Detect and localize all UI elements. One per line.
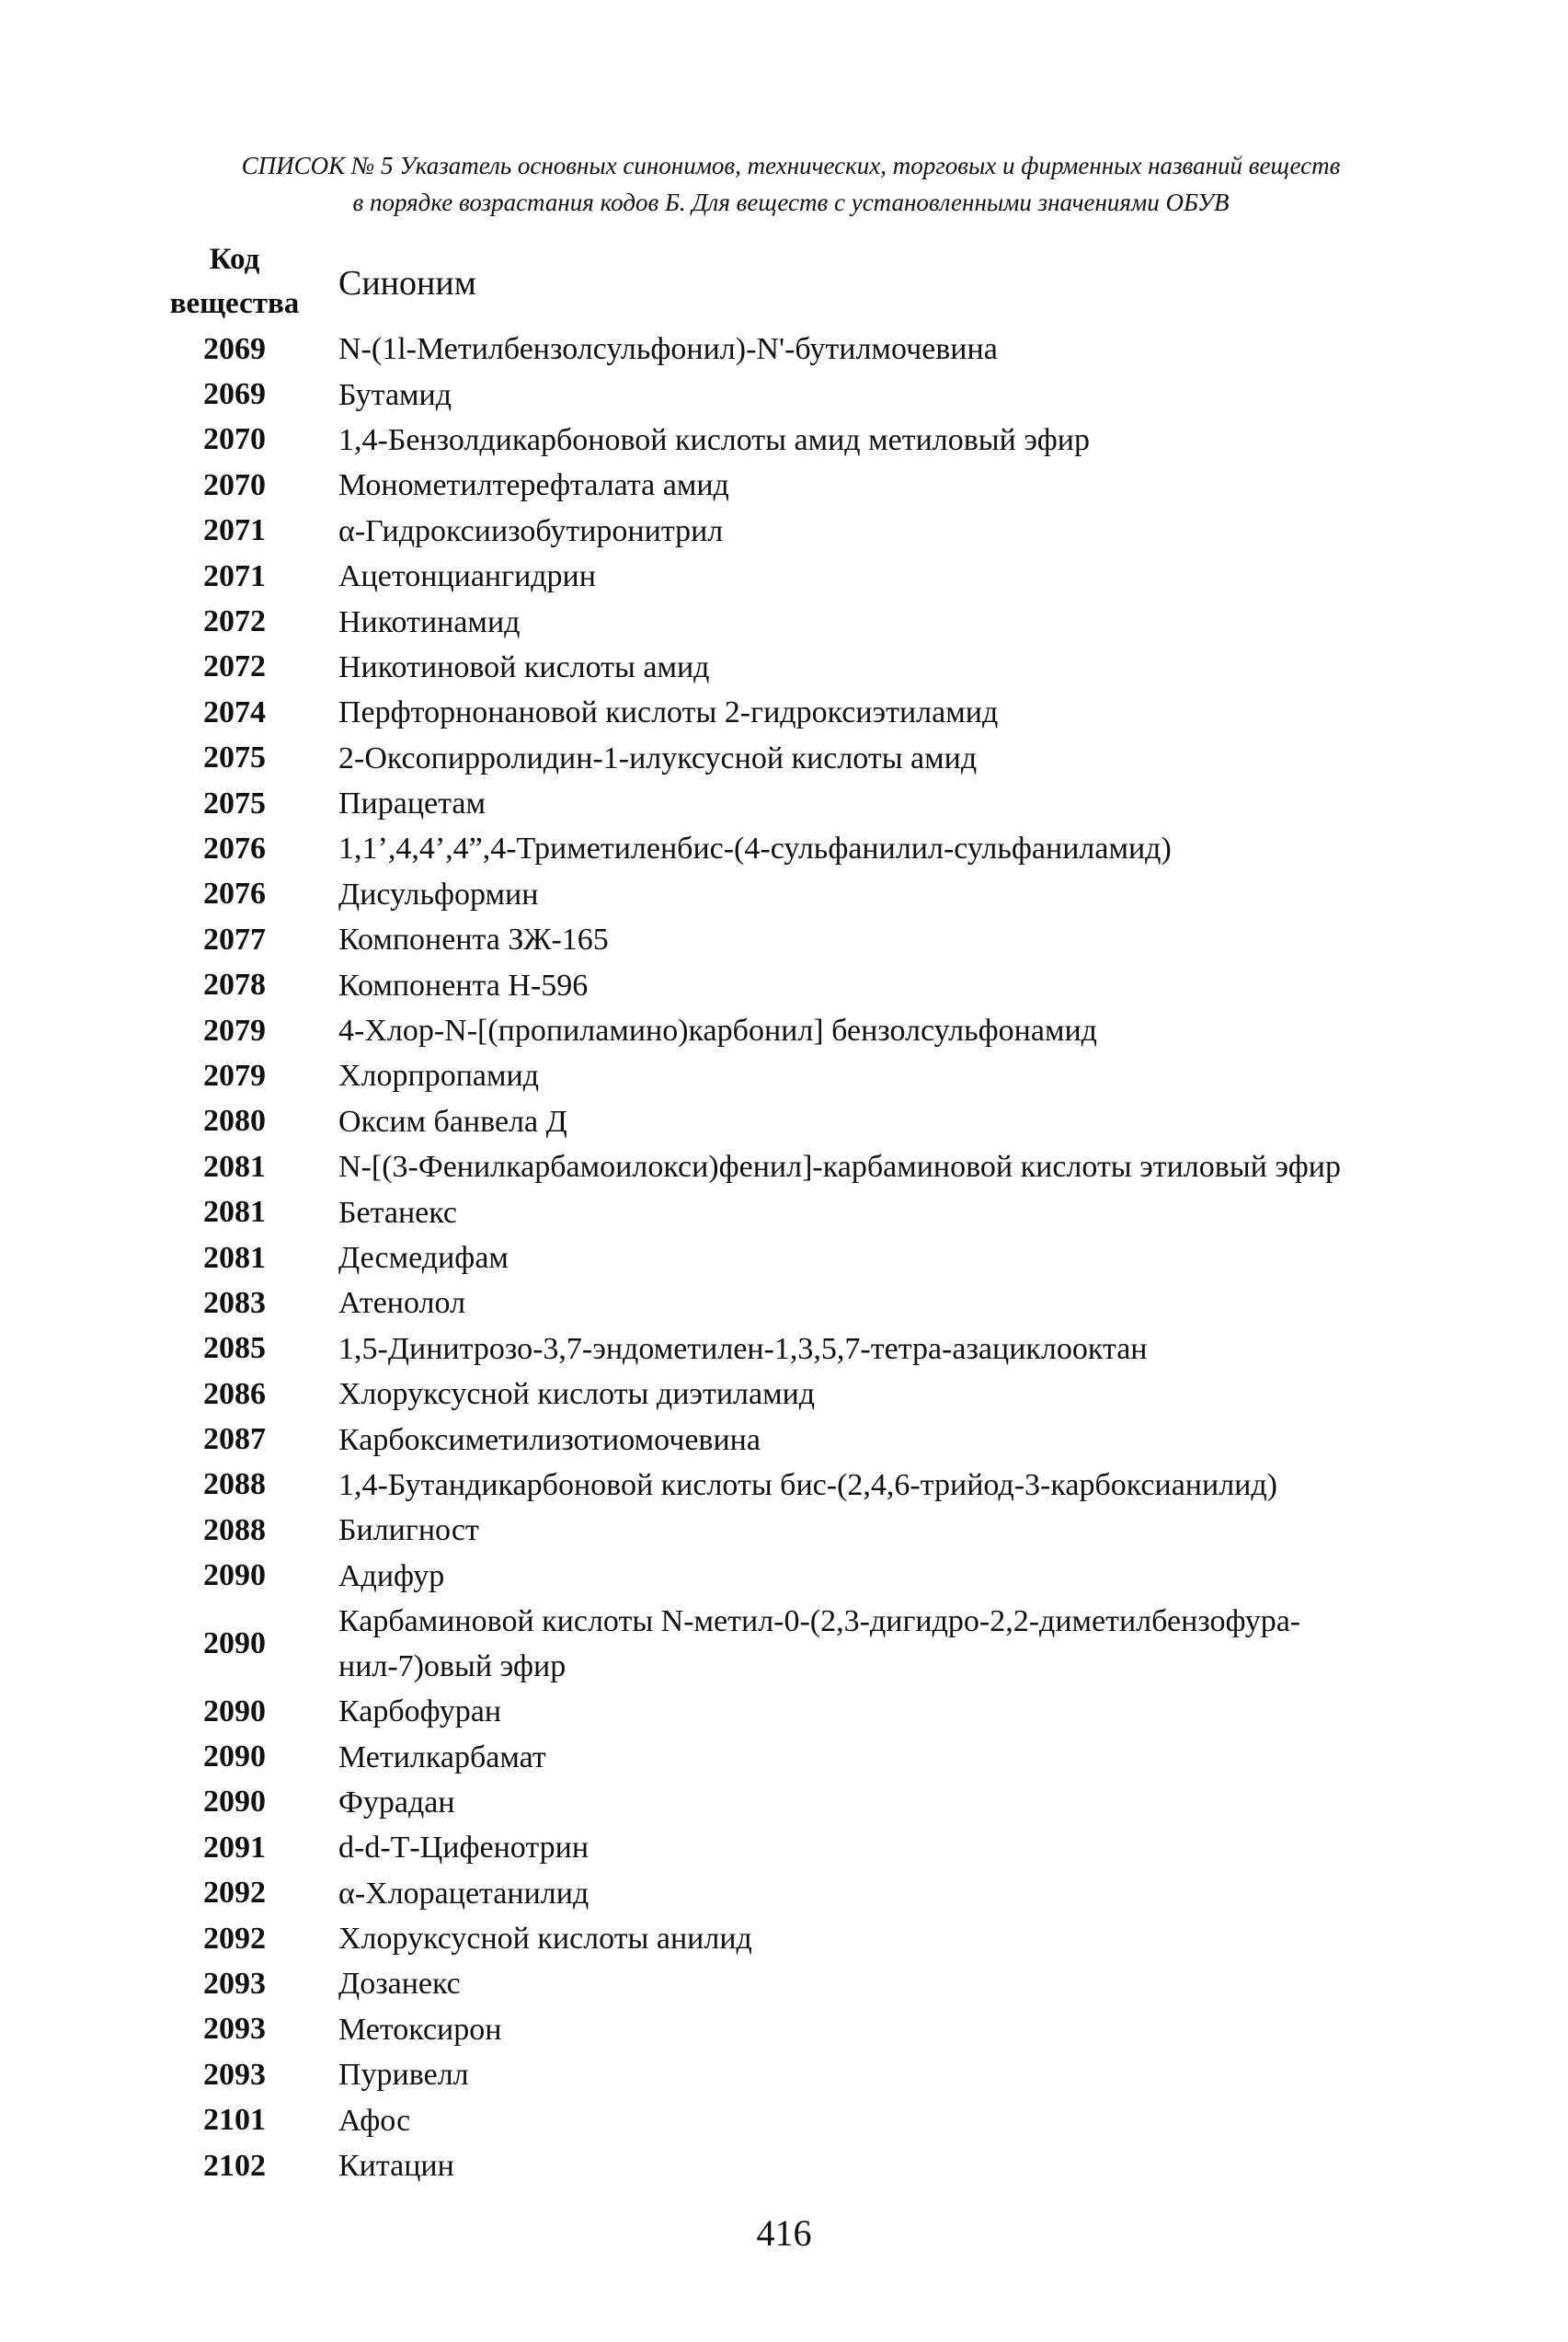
- synonym-name: α-Гидроксиизобутиронитрил: [338, 513, 724, 548]
- substance-code: 2078: [203, 968, 266, 1003]
- header-line-1: СПИСОК № 5 Указатель основных синонимов, технических, торговых и фирменных названий веществ: [241, 152, 1341, 179]
- synonym-name: N-(1l-Метилбензолсульфонил)-N'-бутилмочевина: [338, 332, 998, 367]
- substance-code: 2090: [203, 1558, 266, 1593]
- table-row: [147, 645, 1481, 690]
- synonym-name: Монометилтерефталата амид: [338, 468, 729, 503]
- header-line-2: в порядке возрастания кодов Б. Для веществ с установленными значениями ОБУВ: [352, 189, 1230, 216]
- column-header-synonym: Синоним: [338, 264, 476, 303]
- synonym-name: Бетанекс: [338, 1195, 458, 1230]
- synonym-name: Карбоксиметилизотиомочевина: [338, 1422, 761, 1457]
- synonym-name: Бутамид: [338, 377, 452, 412]
- table-row: [147, 1372, 1481, 1417]
- synonym-name: Дисульформин: [338, 877, 539, 912]
- table-row: [147, 599, 1481, 644]
- table-row: [147, 1099, 1481, 1144]
- synonym-name: N-[(3-Фенилкарбамоилокси)фенил]-карбаминовой кислоты этиловый эфир: [338, 1150, 1341, 1185]
- synonym-name: Никотинамид: [338, 604, 521, 639]
- substance-code: 2079: [203, 1013, 266, 1048]
- substance-code: 2085: [203, 1331, 266, 1366]
- synonym-name: Перфторнонановой кислоты 2-гидроксиэтиламид: [338, 695, 999, 730]
- table-row: [147, 1053, 1481, 1098]
- table-row: [147, 2052, 1481, 2097]
- table-row: [147, 372, 1481, 417]
- synonym-name: Китацин: [338, 2149, 454, 2184]
- substance-code: 2090: [203, 1739, 266, 1774]
- table-row: [147, 463, 1481, 508]
- table-row: [147, 1417, 1481, 1462]
- synonym-name: 2-Оксопирролидин-1-илуксусной кислоты амид: [338, 740, 978, 775]
- substance-code: 2070: [203, 467, 266, 502]
- substance-code: 2086: [203, 1376, 266, 1411]
- substance-code: 2075: [203, 786, 266, 821]
- table-row: [147, 1916, 1481, 1961]
- synonym-name: 1,1’,4,4’,4”,4-Триметиленбис-(4-сульфанилил-сульфаниламид): [338, 832, 1172, 867]
- table-row: [147, 1554, 1481, 1599]
- table-row: [147, 509, 1481, 554]
- synonym-name: Афос: [338, 2103, 411, 2138]
- table-row: [147, 418, 1481, 463]
- table-row: [147, 1008, 1481, 1053]
- substance-code: 2069: [203, 331, 266, 366]
- synonym-name: Ацетонциангидрин: [338, 559, 596, 594]
- table-row: [147, 1961, 1481, 2006]
- synonym-name: 1,4-Бензолдикарбоновой кислоты амид метиловый эфир: [338, 422, 1090, 457]
- table-row: [147, 736, 1481, 781]
- table-row: [147, 1780, 1481, 1825]
- table-row: [147, 1689, 1481, 1734]
- substance-code: 2092: [203, 1876, 266, 1911]
- synonym-name: Адифур: [338, 1558, 445, 1593]
- substance-code: 2081: [203, 1195, 266, 1230]
- substance-code: 2069: [203, 377, 266, 412]
- substance-code: 2091: [203, 1830, 266, 1865]
- table-row: [147, 962, 1481, 1007]
- table-row: [147, 872, 1481, 917]
- substance-code: 2090: [203, 1625, 266, 1660]
- table-row: [147, 2007, 1481, 2052]
- substance-code: 2088: [203, 1467, 266, 1502]
- synonym-name: Десмедифам: [338, 1241, 509, 1275]
- synonym-name: 1,5-Динитрозо-3,7-эндометилен-1,3,5,7-тетра-азациклооктан: [338, 1331, 1148, 1366]
- synonym-name: Хлоруксусной кислоты диэтиламид: [338, 1377, 816, 1412]
- substance-code: 2070: [203, 422, 266, 457]
- table-row: [147, 1825, 1481, 1870]
- table-row: [147, 1463, 1481, 1508]
- synonym-name: Пирацетам: [338, 786, 486, 821]
- substance-code: 2102: [203, 2148, 266, 2183]
- table-row: [147, 917, 1481, 962]
- substance-code: 2081: [203, 1240, 266, 1275]
- synonym-name: d-d-Т-Цифенотрин: [338, 1831, 589, 1866]
- substance-code: 2079: [203, 1058, 266, 1093]
- synonym-name: Оксим банвела Д: [338, 1104, 567, 1139]
- synonym-name: Карбаминовой кислоты N-метил-0-(2,3-дигидро-2,2-диметилбензофура- нил-7)овый эфир: [338, 1603, 1301, 1683]
- substance-code: 2093: [203, 2012, 266, 2047]
- substance-code: 2092: [203, 1921, 266, 1956]
- synonym-name: Дозанекс: [338, 1967, 461, 2002]
- substance-code: 2101: [203, 2103, 266, 2138]
- column-header-code-line-1: Код: [209, 243, 260, 276]
- table-row: [147, 1235, 1481, 1280]
- table-row: [147, 2097, 1481, 2142]
- synonym-name: Никотиновой кислоты амид: [338, 649, 710, 684]
- substance-code: 2077: [203, 922, 266, 957]
- substance-code: 2093: [203, 1966, 266, 2001]
- synonym-name: Метилкарбамат: [338, 1739, 546, 1774]
- table-row: [147, 1508, 1481, 1553]
- synonym-name: Хлорпропамид: [338, 1059, 540, 1094]
- substance-code: 2072: [203, 604, 266, 639]
- table-row: [147, 781, 1481, 826]
- page-number: 416: [756, 2212, 812, 2254]
- synonym-table-body: [147, 327, 1481, 2188]
- synonym-name: Карбофуран: [338, 1694, 502, 1729]
- column-header-code-line-2: вещества: [169, 287, 300, 320]
- table-row: [147, 554, 1481, 599]
- synonym-name: Метоксирон: [338, 2012, 502, 2047]
- substance-code: 2081: [203, 1149, 266, 1184]
- substance-code: 2076: [203, 877, 266, 912]
- synonym-name: α-Хлорацетанилид: [338, 1876, 589, 1911]
- synonym-name: Атенолол: [338, 1286, 466, 1321]
- substance-code: 2074: [203, 695, 266, 729]
- substance-code: 2090: [203, 1693, 266, 1728]
- synonym-name: Билигност: [338, 1513, 479, 1548]
- table-row: [147, 1144, 1481, 1189]
- table-row: [147, 2143, 1481, 2188]
- column-header-code: [147, 237, 322, 326]
- substance-code: 2093: [203, 2057, 266, 2092]
- substance-code: 2080: [203, 1104, 266, 1139]
- substance-code: 2087: [203, 1422, 266, 1457]
- substance-code: 2075: [203, 740, 266, 775]
- table-row: [147, 1734, 1481, 1779]
- synonym-name: Компонента Н-596: [338, 968, 589, 1003]
- synonym-name: Пуривелл: [338, 2058, 469, 2093]
- table-row: [147, 1599, 1481, 1689]
- substance-code: 2083: [203, 1285, 266, 1320]
- table-row: [147, 1871, 1481, 1916]
- synonym-name: Фурадан: [338, 1785, 455, 1820]
- substance-code: 2071: [203, 513, 266, 548]
- substance-code: 2090: [203, 1785, 266, 1820]
- substance-code: 2072: [203, 649, 266, 684]
- table-row: [147, 826, 1481, 871]
- table-row: [147, 690, 1481, 735]
- table-row: [147, 327, 1481, 372]
- substance-code: 2088: [203, 1512, 266, 1547]
- table-row: [147, 1189, 1481, 1234]
- table-header: [147, 237, 1435, 329]
- synonym-name: 4-Хлор-N-[(пропиламино)карбонил] бензолсульфонамид: [338, 1014, 1097, 1049]
- substance-code: 2076: [203, 831, 266, 866]
- synonym-name: Компонента ЗЖ-165: [338, 923, 609, 958]
- substance-code: 2071: [203, 558, 266, 593]
- synonym-name: 1,4-Бутандикарбоновой кислоты бис-(2,4,6-трийод-3-карбоксианилид): [338, 1467, 1277, 1502]
- list-header: [147, 147, 1435, 221]
- table-row: [147, 1326, 1481, 1372]
- synonym-name: Хлоруксусной кислоты анилид: [338, 1922, 752, 1957]
- table-row: [147, 1280, 1481, 1326]
